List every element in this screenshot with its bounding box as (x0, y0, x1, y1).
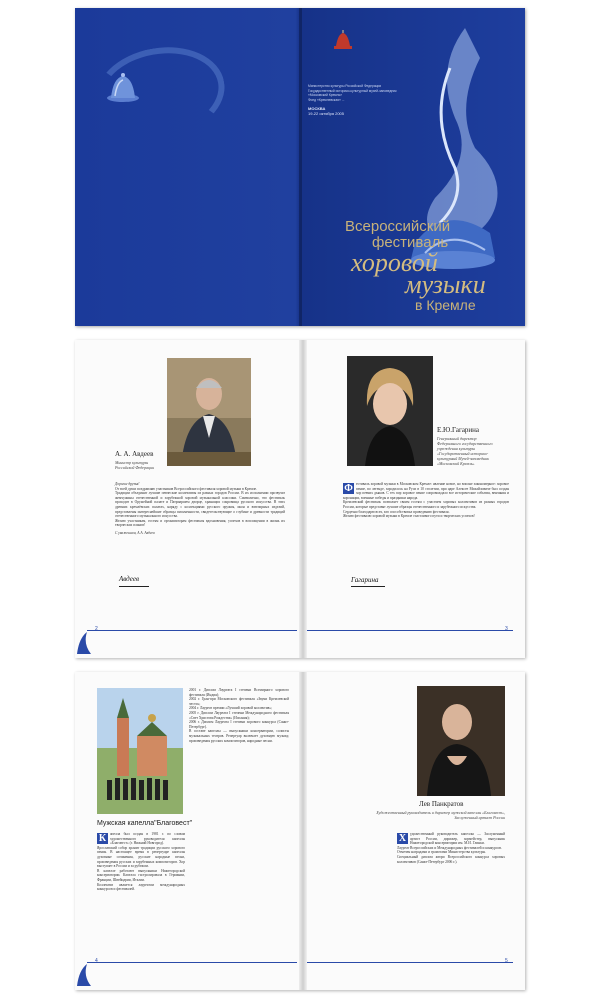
organizer-line: Государственный историко-культурный музей-заповедник (308, 88, 397, 93)
dropcap: Ф (344, 483, 353, 494)
choir-church-photo (97, 688, 183, 814)
award-item: 2001 г. Диплом Лауреата I степени Всемирного хорового фестиваля (Индия); (189, 688, 289, 697)
greeting-salutation: Дорогие друзья! (115, 482, 140, 486)
award-item: 2006 г. Диплом Лауреата I степени хорового конкурса (Санкт-Петербург). (189, 720, 289, 729)
signature: Авдеев (119, 575, 140, 583)
paragraph: Отмечен наградами и грамотами Министерства культуры. (397, 850, 486, 855)
spine-fold (299, 672, 307, 990)
award-item: 2002 г. Гран-при Московского фестиваля «Звуки Кремлевской чести»; (189, 697, 289, 706)
greeting-text (343, 482, 509, 519)
page-number: 2 (95, 626, 98, 632)
section-heading: Мужская капелла"Благовест" (97, 820, 193, 827)
paragraph: Сердечно благодарю всех, кто способствовал проведению фестиваля. (343, 509, 450, 514)
footer-rule (87, 962, 297, 963)
paragraph: Желаю фестивалю хоровой музыки в Кремле счастливого пути и творческих успехов! (343, 514, 475, 519)
person-name: Е.Ю.Гагарина (437, 426, 480, 434)
cover-title-line1: Всероссийский (345, 218, 451, 235)
page-number: 5 (505, 958, 508, 964)
signature-underline (351, 586, 385, 587)
person-role: Генеральный директор Федерального государственного учреждения культуры «Государственный историко-культурный Музей-заповедник «Московский Кремль» (437, 436, 493, 466)
person-role: Художественный руководитель и дирижер мужской капеллы «Благовест», Заслуженный артист России (376, 810, 505, 820)
greeting-text (115, 482, 285, 536)
cover-title-line2: фестиваль (372, 234, 449, 251)
page-number: 3 (505, 626, 508, 632)
award-item: 2004 г. Лауреат премии «Лучший хоровой коллектив»; (189, 706, 273, 711)
award-item: В составе капеллы — выпускники консерватории, солисты музыкальных театров. Репертуар включает духовную музыку, произведения русских композиторов, народные песни. (189, 729, 289, 743)
dropcap: Х (398, 833, 407, 844)
organizer-line: Министерство культуры Российской Федерации (308, 84, 382, 88)
gagarina-portrait-photo (347, 356, 433, 466)
cover-dates: 19-22 октября 2005 (308, 111, 345, 116)
signature: Гагарина (351, 576, 379, 584)
bell-icon (103, 70, 143, 104)
corner-ornament-icon (75, 630, 93, 654)
spine-fold (299, 8, 302, 326)
corner-ornament-icon (75, 962, 93, 986)
cover-city: МОСКВА (308, 106, 326, 111)
person-role: Министр культуры Российской Федерации (115, 460, 155, 470)
awards-list (189, 688, 289, 743)
footer-rule (307, 630, 513, 631)
paragraph: Специальный диплом жюри Всероссийского конкурса хоровых коллективов (Санкт-Петербург 2006 г.). (397, 854, 505, 864)
award-item: 2005 г. Диплом Лауреата I степени Международного фестиваля «Свет Христова Рождества» (Испания); (189, 710, 289, 720)
footer-rule (307, 962, 513, 963)
choir-description (97, 832, 185, 892)
person-name: Лев Панкратов (419, 800, 464, 808)
paragraph: Желаю участникам, гостям и организаторам фестиваля вдохновения, успехов в воплощении в жизнь их творческих планов! (115, 518, 285, 528)
organizer-line: «Московский Кремль» (308, 93, 343, 98)
footer-rule (87, 630, 297, 631)
organizer-line: Фонд «Кремлевская» ... (308, 97, 345, 102)
paragraph: удожественный руководитель капеллы — Заслуженный артист России, дирижер, хормейстер, выпускник Нижегородской консерватории им. М.И. Глинки. (410, 832, 505, 846)
dropcap: К (98, 833, 107, 844)
person-name: А. А. Авдеев (115, 450, 154, 458)
spine-fold (299, 340, 307, 658)
paragraph: С уважением, А.А. Авдеев (115, 530, 155, 535)
cover-title-line3: хоровой (351, 248, 438, 277)
festival-logo-icon (330, 30, 356, 56)
paragraph: Ярославский собор хранит традиции русского хорового пения. В настоящее время в репертуаре капеллы духовные сочинения, русские народные песни, произведения русских и зарубежных композиторов. Хор выступает в России и за рубежом. (97, 845, 185, 869)
avdeev-portrait-photo (167, 358, 251, 466)
paragraph: естиваль хоровой музыки в Московском Кремле: явление новое, но вполне закономерное: хоровое пение, по легенде, зародилось на Руси в 10 столетии, при царе Алексее Михайловиче был создан хор певчих дьяков. С тех пор хоровое пение сопровождало все исторические события, венчания и коронации, военные победы и праздники народа. (343, 482, 509, 500)
paragraph: В капелле работают выпускники Нижегородской консерватории. Капелла гастролировала в Германии, Франции, Швейцарии, Италии. (97, 868, 185, 882)
paragraph: Традиции объединят лучшие певческие коллективы из разных городов России. В их исполнении прозвучат жемчужины отечественной и зарубежной хоровой музыкальной классики. Символично, что фестиваль проходит в Оружейной палате и Патриаршем дворце, хранящих сокровища русского искусства. В этих древних кремлёвских палатах, наряду с коллекциями русского оружия, икон и ювелирных изделий, представлены интереснейшие образцы письменности, свидетельствующие о глубине и древности традиций отечественного музыкального искусства. (115, 491, 285, 519)
choir-spread (75, 672, 525, 990)
cover-title-line5: в Кремле (415, 297, 476, 313)
cover-spread (75, 8, 525, 326)
page-number: 4 (95, 958, 98, 964)
greetings-spread (75, 340, 525, 658)
paragraph: Лауреат Всероссийских и Международных фестивалей и конкурсов. (397, 845, 502, 850)
paragraph: Коллектив является лауреатом международных конкурсов и фестивалей. (97, 882, 185, 892)
conductor-bio (397, 832, 505, 864)
paragraph: От всей души поздравляю участников Всероссийского фестиваля хоровой музыки в Кремле. (115, 486, 258, 491)
pankratov-portrait-photo (417, 686, 505, 796)
paragraph: апелла был создан в 1981 г. по словам художественного руководителя капеллы «Благовест» (г. Нижний Новгород). (110, 832, 185, 846)
signature-underline (119, 586, 149, 587)
paragraph: Кремлевский фестиваль позволяет своим гостям с участием хоровых коллективов из разных городов России, которые представят лучшие образцы отечественного и зарубежного искусства. (343, 500, 509, 509)
cover-title-line4: музыки (405, 270, 486, 299)
